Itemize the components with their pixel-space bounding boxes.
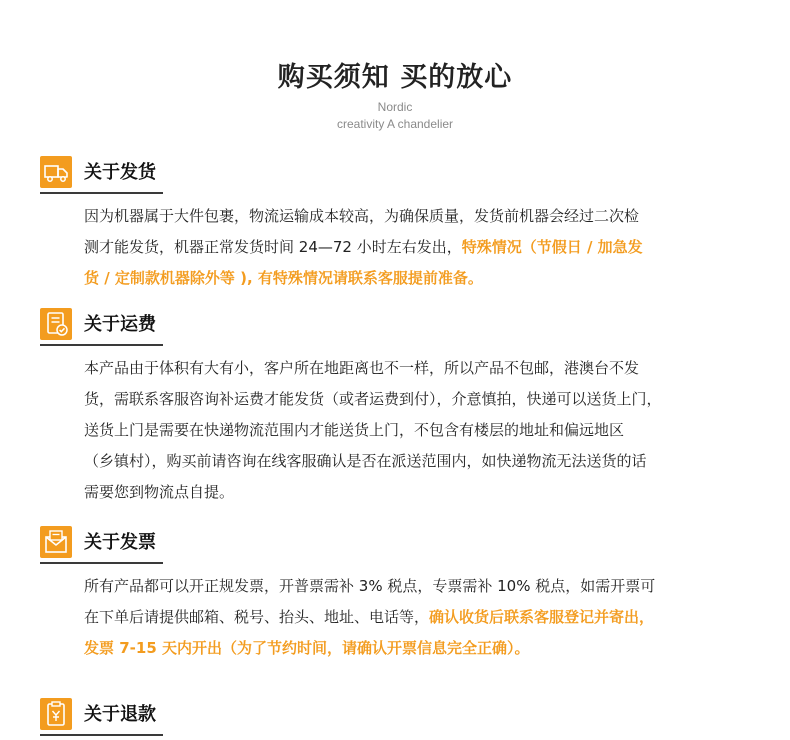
section-header [40, 698, 760, 736]
section-header [40, 156, 760, 194]
section-underline [40, 344, 163, 346]
section-shipping-fee [40, 308, 760, 501]
body-line [84, 415, 756, 446]
section-underline [40, 192, 163, 194]
body-text: 因为机器属于大件包裹，物流运输成本较高，为确保质量，发货前机器会经过二次检 [84, 207, 640, 225]
body-text: 所有产品都可以开正规发票，开普票需补 3% 税点，专票需补 10% 税点，如需开票可 [84, 577, 656, 595]
body-text: 在下单后请提供邮箱、税号、抬头、地址、电话等， [84, 608, 430, 626]
body-text: 测才能发货，机器正常发货时间 24—72 小时左右发出， [84, 238, 462, 256]
section-title: 关于运费 [84, 314, 156, 335]
body-line [84, 201, 756, 232]
body-line [84, 571, 756, 602]
section-header [40, 526, 760, 564]
body-text: 送货上门是需要在快递物流范围内才能送货上门，不包含有楼层的地址和偏远地区 [84, 421, 625, 439]
body-line [84, 446, 756, 477]
body-text: 货，需联系客服咨询补运费才能发货（或者运费到付），介意慎拍，快递可以送货上门， [84, 390, 662, 408]
body-line [84, 477, 756, 508]
section-title: 关于发票 [84, 532, 156, 553]
highlight-text: 确认收货后联系客服登记并寄出， [429, 608, 655, 626]
delivery-truck-icon [40, 156, 72, 188]
invoice-envelope-icon [40, 526, 72, 558]
section-title: 关于退款 [84, 704, 156, 725]
section-body [84, 201, 756, 294]
section-header [40, 308, 760, 346]
section-body [84, 571, 756, 664]
body-line [84, 602, 756, 633]
page-header [0, 58, 790, 132]
body-line [84, 263, 756, 294]
body-line [84, 633, 756, 664]
section-underline [40, 562, 163, 564]
body-line [84, 384, 756, 415]
section-shipping [40, 156, 760, 287]
body-text: 本产品由于体积有大有小，客户所在地距离也不一样，所以产品不包邮，港澳台不发 [84, 359, 640, 377]
section-refund [40, 698, 760, 736]
body-text: （乡镇村），购买前请咨询在线客服确认是否在派送范围内，如快递物流无法送货的话 [84, 452, 647, 470]
subtitle-line-2: creativity A chandelier [336, 117, 454, 131]
document-check-icon [40, 308, 72, 340]
section-invoice [40, 526, 760, 657]
subtitle-line-1: Nordic [377, 100, 413, 114]
highlight-text: 发票 7-15 天内开出（为了节约时间，请确认开票信息完全正确）。 [84, 639, 530, 657]
body-text: 需要您到物流点自提。 [84, 483, 235, 501]
body-line [84, 353, 756, 384]
refund-clipboard-icon [40, 698, 72, 730]
page-title: 购买须知 买的放心 [277, 62, 513, 93]
body-line [84, 232, 756, 263]
section-underline [40, 734, 163, 736]
section-title: 关于发货 [84, 162, 156, 183]
highlight-text: 货 / 定制款机器除外等 ), 有特殊情况请联系客服提前准备。 [84, 269, 483, 287]
highlight-text: 特殊情况（节假日 / 加急发 [461, 238, 643, 256]
section-body [84, 353, 756, 508]
